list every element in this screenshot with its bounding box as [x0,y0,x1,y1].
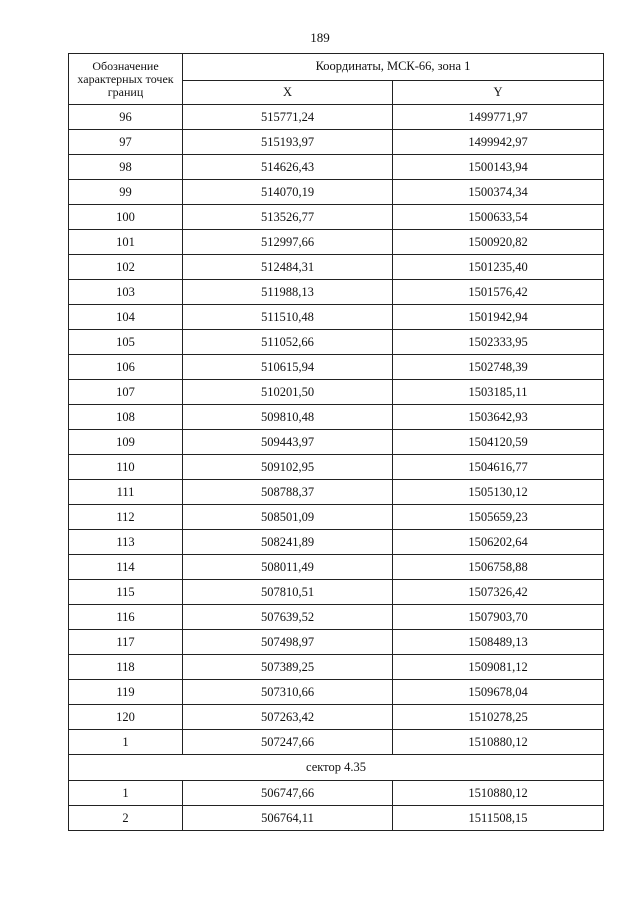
cell-point: 120 [69,705,183,730]
cell-x: 508011,49 [183,555,393,580]
cell-y: 1510880,12 [393,781,604,806]
cell-point: 99 [69,180,183,205]
cell-y: 1509081,12 [393,655,604,680]
cell-y: 1505659,23 [393,505,604,530]
cell-y: 1510880,12 [393,730,604,755]
cell-y: 1511508,15 [393,806,604,831]
cell-y: 1501942,94 [393,305,604,330]
cell-point: 98 [69,155,183,180]
cell-point: 96 [69,105,183,130]
cell-y: 1499771,97 [393,105,604,130]
cell-x: 507247,66 [183,730,393,755]
cell-point: 100 [69,205,183,230]
cell-x: 509102,95 [183,455,393,480]
cell-y: 1500143,94 [393,155,604,180]
cell-y: 1505130,12 [393,480,604,505]
cell-x: 509443,97 [183,430,393,455]
cell-point: 102 [69,255,183,280]
cell-point: 106 [69,355,183,380]
cell-point: 117 [69,630,183,655]
cell-y: 1506202,64 [393,530,604,555]
cell-point: 105 [69,330,183,355]
cell-x: 513526,77 [183,205,393,230]
table-row [69,405,604,430]
cell-x: 506764,11 [183,806,393,831]
cell-x: 507389,25 [183,655,393,680]
table-row [69,806,604,831]
cell-x: 508788,37 [183,480,393,505]
table-row [69,781,604,806]
cell-x: 509810,48 [183,405,393,430]
cell-x: 512484,31 [183,255,393,280]
page-number: 189 [310,30,330,45]
cell-y: 1506758,88 [393,555,604,580]
table-row [69,205,604,230]
cell-y: 1507903,70 [393,605,604,630]
cell-point: 116 [69,605,183,630]
cell-y: 1510278,25 [393,705,604,730]
table-row [69,680,604,705]
table-row [69,280,604,305]
cell-x: 510615,94 [183,355,393,380]
table-body [69,105,604,755]
cell-point: 111 [69,480,183,505]
cell-y: 1499942,97 [393,130,604,155]
cell-x: 510201,50 [183,380,393,405]
cell-point: 1 [69,730,183,755]
table-row [69,580,604,605]
cell-point: 119 [69,680,183,705]
cell-point: 113 [69,530,183,555]
table-row [69,730,604,755]
cell-x: 507498,97 [183,630,393,655]
table-row [69,255,604,280]
table-row [69,180,604,205]
cell-x: 514626,43 [183,155,393,180]
cell-y: 1504616,77 [393,455,604,480]
cell-point: 107 [69,380,183,405]
cell-y: 1501576,42 [393,280,604,305]
coordinates-table [68,53,604,831]
cell-point: 110 [69,455,183,480]
cell-y: 1502748,39 [393,355,604,380]
cell-x: 508241,89 [183,530,393,555]
table-row [69,330,604,355]
section-row [69,755,604,781]
cell-y: 1503642,93 [393,405,604,430]
cell-x: 515193,97 [183,130,393,155]
cell-y: 1503185,11 [393,380,604,405]
cell-x: 512997,66 [183,230,393,255]
cell-x: 506747,66 [183,781,393,806]
cell-point: 112 [69,505,183,530]
table-row [69,455,604,480]
cell-x: 515771,24 [183,105,393,130]
cell-y: 1500374,34 [393,180,604,205]
table-row [69,155,604,180]
cell-point: 101 [69,230,183,255]
header-x: X [183,80,393,104]
header-coordinates: Координаты, МСК-66, зона 1 [183,54,604,81]
table-row [69,505,604,530]
cell-point: 97 [69,130,183,155]
table-row [69,355,604,380]
cell-point: 2 [69,806,183,831]
table-row [69,555,604,580]
cell-x: 511988,13 [183,280,393,305]
table-row [69,705,604,730]
cell-x: 507263,42 [183,705,393,730]
section-label: сектор 4.35 [69,755,604,781]
cell-x: 507310,66 [183,680,393,705]
cell-y: 1502333,95 [393,330,604,355]
cell-x: 511052,66 [183,330,393,355]
section-table-body [69,781,604,831]
table-row [69,605,604,630]
header-point-designation: Обозначение характерных точек границ [69,54,183,105]
cell-y: 1509678,04 [393,680,604,705]
cell-y: 1500633,54 [393,205,604,230]
table-row [69,130,604,155]
table-row [69,305,604,330]
table-row [69,630,604,655]
table-row [69,530,604,555]
cell-point: 103 [69,280,183,305]
cell-x: 508501,09 [183,505,393,530]
cell-point: 108 [69,405,183,430]
table-row [69,230,604,255]
cell-y: 1507326,42 [393,580,604,605]
table-row [69,480,604,505]
cell-x: 507810,51 [183,580,393,605]
cell-point: 118 [69,655,183,680]
cell-point: 115 [69,580,183,605]
cell-y: 1501235,40 [393,255,604,280]
cell-x: 511510,48 [183,305,393,330]
cell-x: 514070,19 [183,180,393,205]
table-row [69,430,604,455]
header-y: Y [393,80,604,104]
cell-point: 109 [69,430,183,455]
cell-y: 1508489,13 [393,630,604,655]
cell-x: 507639,52 [183,605,393,630]
cell-y: 1504120,59 [393,430,604,455]
table-row [69,380,604,405]
cell-point: 104 [69,305,183,330]
cell-point: 1 [69,781,183,806]
table-row [69,105,604,130]
cell-y: 1500920,82 [393,230,604,255]
table-row [69,655,604,680]
cell-point: 114 [69,555,183,580]
